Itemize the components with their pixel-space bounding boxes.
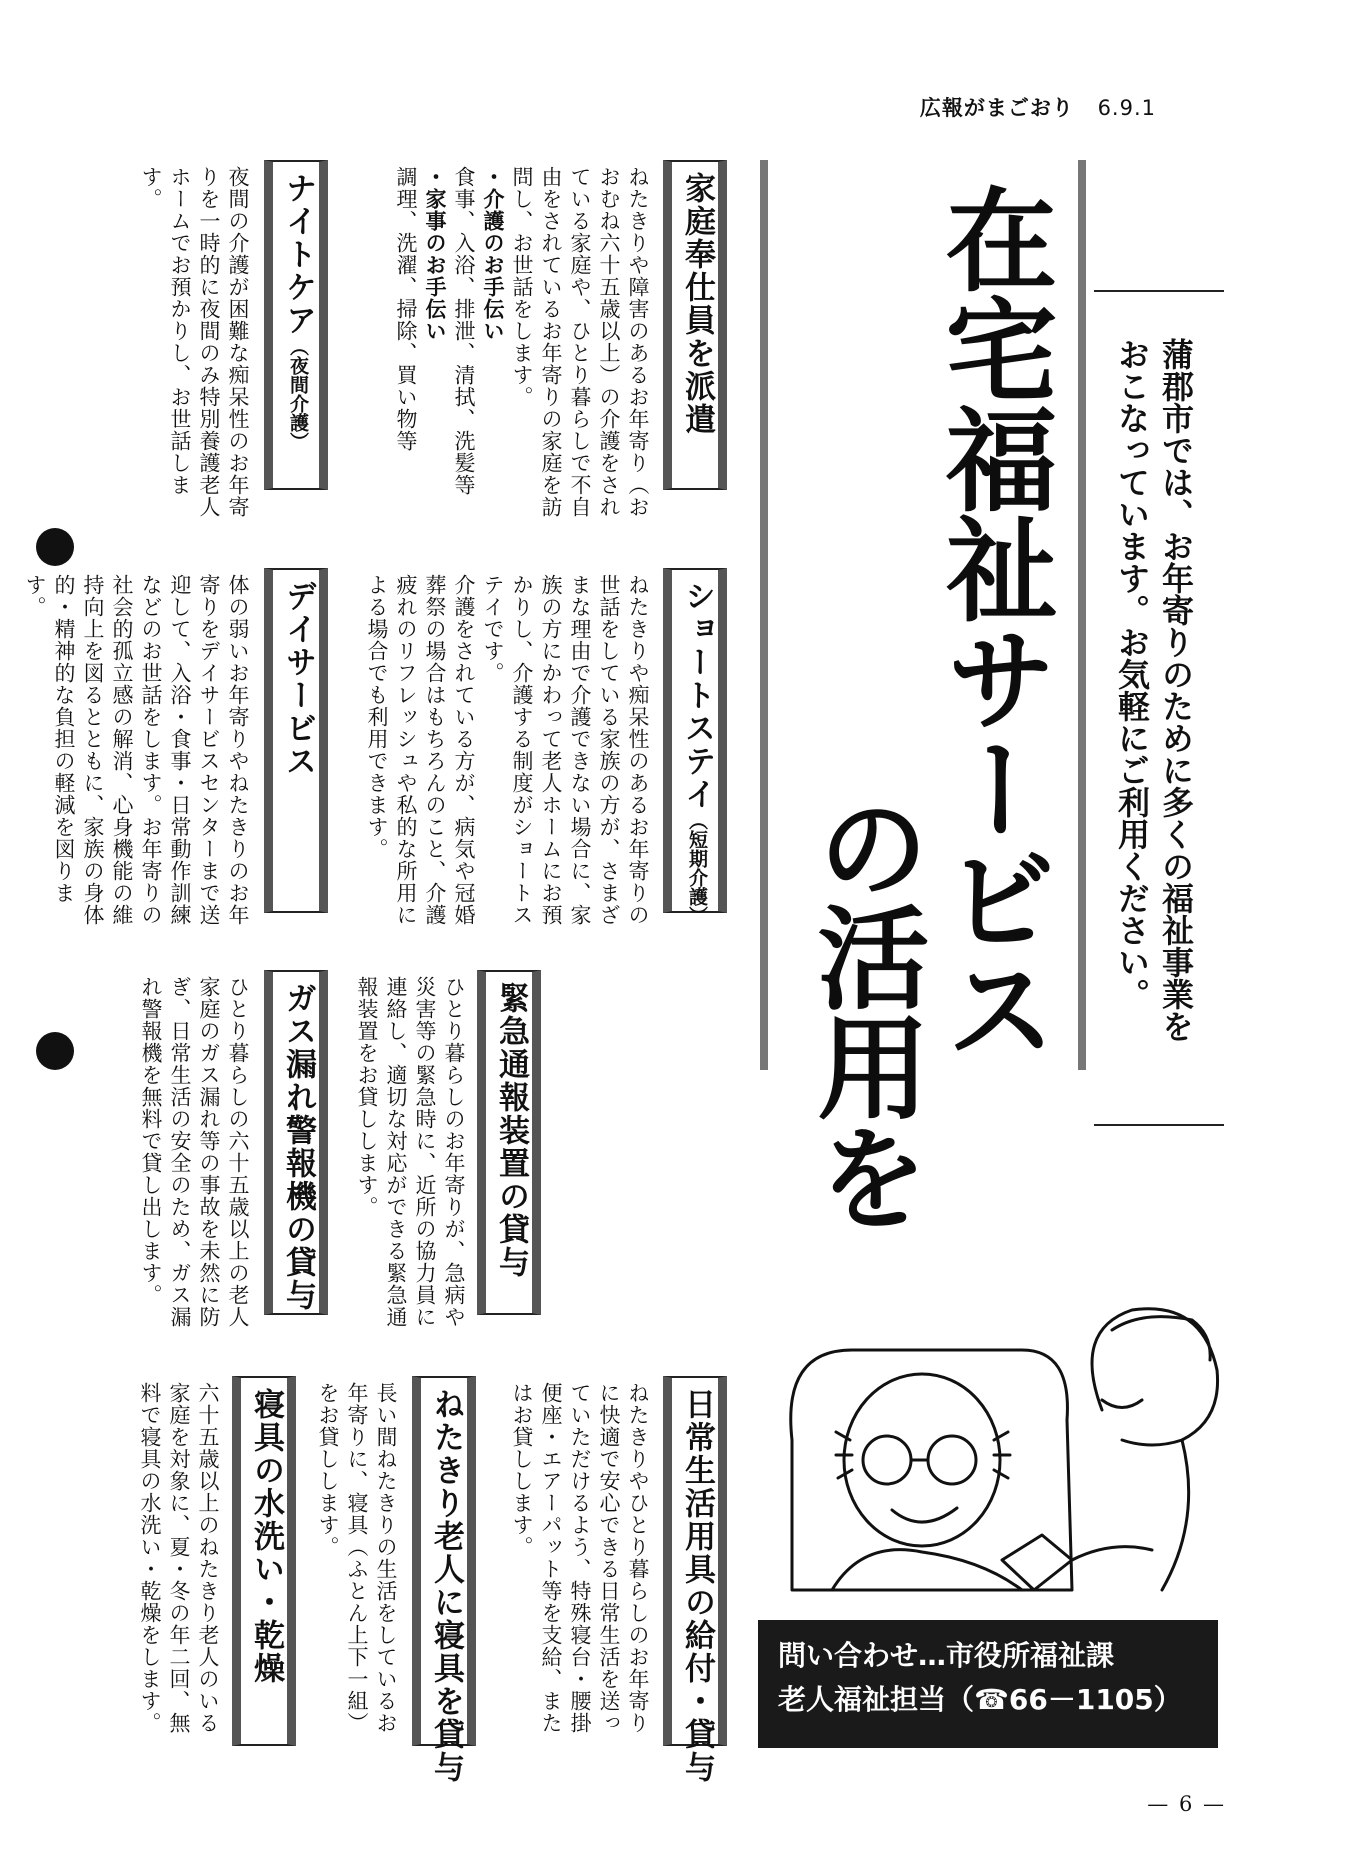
section-body-emergency: ひとり暮らしのお年寄りが、急病や災害等の緊急時に、近所の協力員に連絡し、適切な対応ができる緊急通報装置をお貸しします。 xyxy=(355,976,466,1328)
contact-line-1: 問い合わせ…市役所福祉課 xyxy=(778,1639,1115,1672)
section-body-daily: ねたきりやひとり暮らしのお年寄りに快適で安心できる日常生活を送っていただけるよう、特殊寝台・腰掛便座・エアーパット等を支給、またはお貸しします。 xyxy=(510,1382,650,1734)
kateihoshi-item1-body: 食事、入浴、排泄、清拭、洗髪等 xyxy=(452,166,476,496)
page-header xyxy=(920,92,1156,122)
contact-box xyxy=(758,1620,1218,1748)
lead-rule-bottom xyxy=(1094,1124,1224,1126)
elder-glasses-right xyxy=(928,1436,976,1484)
section-heading-kateihoshi: 家庭奉仕員を派遣 xyxy=(663,160,727,490)
contact-line-2: 老人福祉担当（☎66－1105） xyxy=(778,1683,1182,1716)
section-heading-dayservice: デイサービス xyxy=(264,568,328,913)
title-rule-right xyxy=(1078,160,1086,1070)
section-heading-nightcare xyxy=(264,160,328,490)
section-heading-bedding-loan: ねたきり老人に寝具を貸与 xyxy=(412,1376,476,1746)
lead-line-2: おこなっています。お気軽にご利用ください。 xyxy=(1113,338,1151,1010)
section-body-bedding-loan: 長い間ねたきりの生活をしているお年寄りに、寝具（ふとん上下一組）をお貸しします。 xyxy=(316,1382,398,1734)
nightcare-heading-note: （夜間介護） xyxy=(287,337,309,451)
caregiver-hair xyxy=(1112,1317,1210,1360)
section-heading-gas: ガス漏れ警報機の貸与 xyxy=(264,970,328,1315)
title-rule-left xyxy=(760,160,768,1070)
shortstay-body-2: 介護をされている方が、病気や冠婚葬祭の場合はもちろんのこと、介護疲れのリフレッシュや私的な所用による場合でも利用できます。 xyxy=(365,574,476,926)
elder-body xyxy=(832,1550,1022,1590)
caregiver-hand xyxy=(1072,1547,1152,1560)
kateihoshi-item2-body: 調理、洗濯、掃除、買い物等 xyxy=(394,166,418,452)
binder-hole-bottom xyxy=(36,1032,74,1070)
lead-line-1: 蒲郡市では、お年寄りのために多くの福祉事業を xyxy=(1157,338,1195,1042)
page-title: 在宅福祉サービス xyxy=(927,182,1057,1062)
lead-text xyxy=(1110,338,1198,1042)
section-body-kateihoshi xyxy=(300,166,652,536)
shortstay-heading-note: （短期介護） xyxy=(686,811,708,925)
shortstay-body-1: ねたきりや痴呆性のあるお年寄りの世話をしている家族の方が、さまざまな理由で介護できない場合に、家族の方にかわって老人ホームにお預かりし、介護する制度がショートステイです。 xyxy=(481,574,650,926)
nightcare-heading-text: ナイトケア xyxy=(280,172,316,337)
binder-hole-top xyxy=(36,528,74,566)
kateihoshi-item1-title: ・介護のお手伝い xyxy=(481,166,505,342)
elder-smile xyxy=(892,1508,957,1522)
section-heading-shortstay xyxy=(663,568,727,925)
elder-glasses-left xyxy=(863,1436,911,1484)
section-heading-daily: 日常生活用具の給付・貸与 xyxy=(663,1376,727,1746)
section-body-dayservice: 体の弱いお年寄りやねたきりのお年寄りをデイサービスセンターまで送迎して、入浴・食事・日常動作訓練などのお世話をします。お年寄りの社会的孤立感の解消、心身機能の維持向上を図るとともに、家族の身体的・精神的な負担の軽減を図ります。 xyxy=(23,574,250,926)
section-body-shortstay xyxy=(300,574,652,944)
kateihoshi-item2-title: ・家事のお手伝い xyxy=(423,166,447,342)
issue-date: 6.9.1 xyxy=(1097,96,1156,120)
section-body-bedding-wash: 六十五歳以上のねたきり老人のいる家庭を対象に、夏・冬の年二回、無料で寝具の水洗い・乾燥をします。 xyxy=(138,1382,220,1734)
shortstay-heading-text: ショートステイ xyxy=(679,580,715,811)
publication-name: 広報がまごおり xyxy=(919,96,1074,120)
section-body-gas: ひとり暮らしの六十五歳以上の老人家庭のガス漏れ等の事故を未然に防ぎ、日常生活の安全のため、ガス漏れ警報機を無料で貸し出します。 xyxy=(139,976,250,1328)
caregiver-arm xyxy=(1162,1440,1189,1590)
page-subtitle: の活用を xyxy=(799,790,929,1230)
page-number: — 6 — xyxy=(1147,1792,1226,1816)
caregiver-illustration xyxy=(772,1290,1232,1610)
section-body-nightcare: 夜間の介護が困難な痴呆性のお年寄りを一時的に夜間のみ特別養護老人ホームでお預かりし、お世話します。 xyxy=(139,166,250,518)
kateihoshi-body: ねたきりや障害のあるお年寄り（おおむね六十五歳以上）の介護をされている家庭や、ひとり暮らしで不自由をされているお年寄りの家庭を訪問し、お世話をします。 xyxy=(510,166,650,518)
section-heading-bedding-wash: 寝具の水洗い・乾燥 xyxy=(232,1376,296,1746)
section-heading-emergency: 緊急通報装置の貸与 xyxy=(477,970,541,1315)
caregiver-smile xyxy=(1102,1400,1142,1408)
lead-rule-top xyxy=(1094,290,1224,292)
